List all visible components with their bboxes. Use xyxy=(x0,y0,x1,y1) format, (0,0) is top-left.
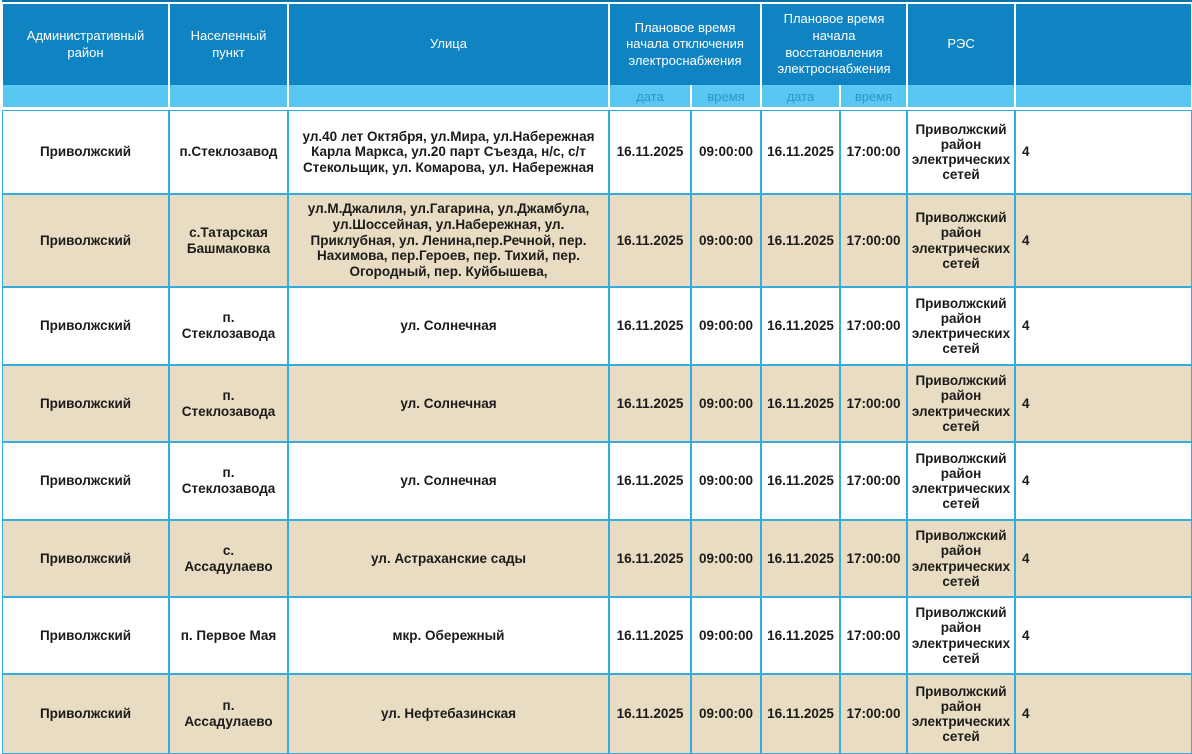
cell-street: мкр. Обережный xyxy=(288,597,609,674)
subheader-street-empty xyxy=(288,85,609,110)
cell-truncated: 4 xyxy=(1015,365,1192,442)
header-row xyxy=(2,2,1192,85)
cell-settlement: с. Ассадулаево xyxy=(169,520,288,597)
table-row xyxy=(2,597,1192,674)
cell-truncated: 4 xyxy=(1015,194,1192,287)
cell-outage-date: 16.11.2025 xyxy=(609,287,691,365)
cell-street: ул. Солнечная xyxy=(288,365,609,442)
cell-outage-time: 09:00:00 xyxy=(691,520,761,597)
cell-district: Приволжский xyxy=(2,442,169,520)
cell-restore-time: 17:00:00 xyxy=(840,442,907,520)
subheader-settlement-empty xyxy=(169,85,288,110)
cell-district: Приволжский xyxy=(2,674,169,754)
cell-truncated: 4 xyxy=(1015,442,1192,520)
cell-restore-time: 17:00:00 xyxy=(840,597,907,674)
cell-restore-date: 16.11.2025 xyxy=(761,520,840,597)
subheader-truncated-empty xyxy=(1015,85,1192,110)
outage-schedule-table xyxy=(2,2,1192,754)
cell-restore-time: 17:00:00 xyxy=(840,365,907,442)
table-row xyxy=(2,674,1192,754)
cell-outage-date: 16.11.2025 xyxy=(609,597,691,674)
cell-street: ул. Солнечная xyxy=(288,287,609,365)
cell-district: Приволжский xyxy=(2,520,169,597)
cell-outage-date: 16.11.2025 xyxy=(609,194,691,287)
cell-restore-date: 16.11.2025 xyxy=(761,110,840,194)
cell-res: Приволжский район электрических сетей xyxy=(907,442,1015,520)
cell-street: ул. Солнечная xyxy=(288,442,609,520)
subheader-on-date: дата xyxy=(761,85,840,110)
cell-outage-date: 16.11.2025 xyxy=(609,520,691,597)
cell-outage-date: 16.11.2025 xyxy=(609,110,691,194)
cell-restore-date: 16.11.2025 xyxy=(761,365,840,442)
cell-truncated: 4 xyxy=(1015,674,1192,754)
cell-truncated: 4 xyxy=(1015,520,1192,597)
cell-outage-time: 09:00:00 xyxy=(691,597,761,674)
cell-restore-time: 17:00:00 xyxy=(840,287,907,365)
cell-restore-time: 17:00:00 xyxy=(840,194,907,287)
subheader-row xyxy=(2,85,1192,110)
table-row xyxy=(2,194,1192,287)
table-body xyxy=(2,110,1192,754)
cell-district: Приволжский xyxy=(2,194,169,287)
cell-res: Приволжский район электрических сетей xyxy=(907,597,1015,674)
header-cell-settlement: Населенный пункт xyxy=(169,2,288,85)
cell-truncated: 4 xyxy=(1015,597,1192,674)
table-row xyxy=(2,287,1192,365)
table-row xyxy=(2,520,1192,597)
cell-district: Приволжский xyxy=(2,365,169,442)
cell-outage-time: 09:00:00 xyxy=(691,674,761,754)
cell-truncated: 4 xyxy=(1015,110,1192,194)
cell-res: Приволжский район электрических сетей xyxy=(907,287,1015,365)
cell-settlement: п.Стеклозавод xyxy=(169,110,288,194)
subheader-off-date: дата xyxy=(609,85,691,110)
cell-street: ул. Астраханские сады xyxy=(288,520,609,597)
cell-restore-date: 16.11.2025 xyxy=(761,597,840,674)
cell-res: Приволжский район электрических сетей xyxy=(907,520,1015,597)
cell-outage-time: 09:00:00 xyxy=(691,365,761,442)
header-cell-outage-time: Плановое время начала отключения электроснабжения xyxy=(609,2,761,85)
cell-outage-date: 16.11.2025 xyxy=(609,674,691,754)
cell-restore-date: 16.11.2025 xyxy=(761,194,840,287)
cell-outage-date: 16.11.2025 xyxy=(609,365,691,442)
cell-res: Приволжский район электрических сетей xyxy=(907,365,1015,442)
cell-settlement: п. Стеклозавода xyxy=(169,442,288,520)
cell-restore-time: 17:00:00 xyxy=(840,674,907,754)
outage-schedule xyxy=(2,0,1192,754)
cell-district: Приволжский xyxy=(2,597,169,674)
cell-outage-time: 09:00:00 xyxy=(691,110,761,194)
cell-settlement: с.Татарская Башмаковка xyxy=(169,194,288,287)
cell-restore-date: 16.11.2025 xyxy=(761,287,840,365)
cell-outage-date: 16.11.2025 xyxy=(609,442,691,520)
cell-res: Приволжский район электрических сетей xyxy=(907,674,1015,754)
cell-district: Приволжский xyxy=(2,110,169,194)
cell-settlement: п. Стеклозавода xyxy=(169,365,288,442)
cell-settlement: п. Ассадулаево xyxy=(169,674,288,754)
cell-outage-time: 09:00:00 xyxy=(691,194,761,287)
table-row xyxy=(2,365,1192,442)
cell-restore-time: 17:00:00 xyxy=(840,520,907,597)
cell-restore-time: 17:00:00 xyxy=(840,110,907,194)
table-row xyxy=(2,110,1192,194)
cell-outage-time: 09:00:00 xyxy=(691,287,761,365)
header-cell-street: Улица xyxy=(288,2,609,85)
cell-res: Приволжский район электрических сетей xyxy=(907,194,1015,287)
cell-street: ул. Нефтебазинская xyxy=(288,674,609,754)
cell-settlement: п. Первое Мая xyxy=(169,597,288,674)
header-cell-truncated xyxy=(1015,2,1192,85)
cell-res: Приволжский район электрических сетей xyxy=(907,110,1015,194)
header-cell-restore-time: Плановое время начала восстановления электроснабжения xyxy=(761,2,907,85)
subheader-off-time: время xyxy=(691,85,761,110)
cell-settlement: п. Стеклозавода xyxy=(169,287,288,365)
subheader-res-empty xyxy=(907,85,1015,110)
cell-district: Приволжский xyxy=(2,287,169,365)
cell-truncated: 4 xyxy=(1015,287,1192,365)
cell-restore-date: 16.11.2025 xyxy=(761,442,840,520)
cell-street: ул.40 лет Октября, ул.Мира, ул.Набережная Карла Маркса, ул.20 парт Съезда, н/с, с/т Стекольщик, ул. Комарова, ул. Набережная xyxy=(288,110,609,194)
cell-restore-date: 16.11.2025 xyxy=(761,674,840,754)
cell-street: ул.М.Джалиля, ул.Гагарина, ул.Джамбула, ул.Шоссейная, ул.Набережная, ул. Приклубная, ул. Ленина,пер.Речной, пер. Нахимова, пер.Героев, пер. Тихий, пер. Огородный, пер. Куйбышева, xyxy=(288,194,609,287)
header-cell-district: Административный район xyxy=(2,2,169,85)
table-row xyxy=(2,442,1192,520)
subheader-on-time: время xyxy=(840,85,907,110)
cell-outage-time: 09:00:00 xyxy=(691,442,761,520)
header-cell-res: РЭС xyxy=(907,2,1015,85)
subheader-district-empty xyxy=(2,85,169,110)
